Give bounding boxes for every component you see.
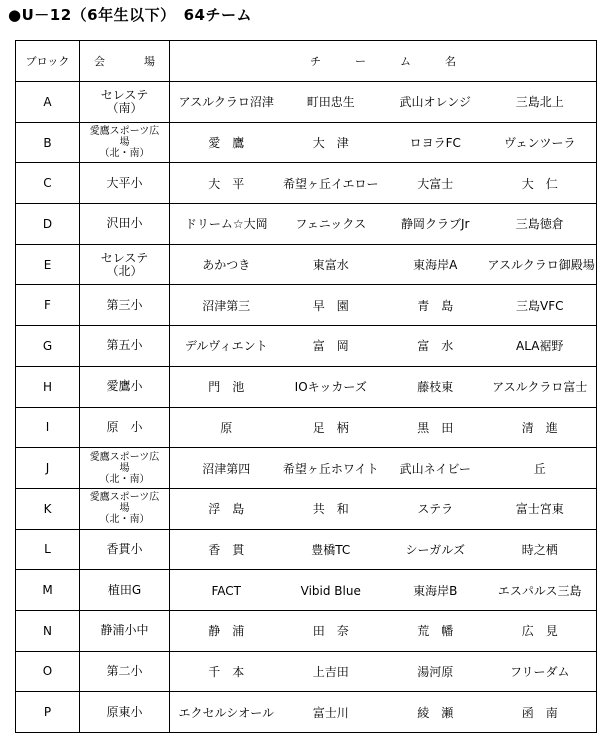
team-name: 共 和 [312, 502, 349, 517]
venue-cell [80, 244, 170, 285]
teams-cell [170, 244, 597, 285]
block-cell: D [16, 204, 80, 245]
venue-label: セレステ （南） [100, 87, 149, 115]
team-name: 荒 幡 [417, 624, 454, 639]
venue-label: 静浦小中 [100, 623, 149, 638]
table-row [16, 651, 597, 692]
team-name: 富 岡 [312, 339, 349, 354]
team-name: 浮 島 [208, 502, 245, 517]
team-name: 大 津 [312, 136, 349, 151]
block-cell: I [16, 407, 80, 448]
team-name: 足 柄 [312, 420, 349, 435]
table-row [16, 163, 597, 204]
team-name: 黒 田 [417, 420, 454, 435]
venue-cell [80, 570, 170, 611]
team-name: ドリーム☆大岡 [184, 217, 268, 232]
team-name: Vibid Blue [300, 583, 361, 598]
team-name: 青 島 [417, 298, 454, 313]
team-name: エスパルス三島 [497, 583, 582, 598]
venue-cell [80, 651, 170, 692]
team-name: フェニックス [295, 217, 367, 232]
team-name: ヴェンツーラ [503, 136, 576, 151]
team-name: 静岡クラブJr [401, 217, 470, 232]
team-name: 三島北上 [515, 95, 564, 110]
page-title: ●U－12（6年生以下） 64チーム [8, 6, 252, 24]
venue-cell [80, 204, 170, 245]
team-name: 門 池 [208, 380, 245, 395]
team-name: 富士宮東 [515, 502, 564, 517]
team-name: シーガルズ [405, 542, 465, 557]
team-name: 東海岸B [413, 583, 458, 598]
header-block: ブロック [16, 41, 80, 82]
team-name: 富士川 [312, 705, 349, 720]
header-teams [170, 41, 597, 82]
teams-cell [170, 82, 597, 123]
team-name: 東富水 [312, 258, 349, 273]
team-name: 原 [220, 420, 233, 435]
team-name: 時之栖 [521, 542, 558, 557]
team-name: 町田忠生 [306, 95, 355, 110]
venue-label: 第二小 [106, 663, 143, 678]
team-name: IOキッカーズ [294, 380, 367, 395]
team-name: 東海岸A [413, 258, 458, 273]
team-name: 上吉田 [312, 664, 349, 679]
team-name: 田 奈 [312, 624, 349, 639]
header-row [16, 41, 597, 82]
team-name: デルヴィエント [184, 339, 268, 354]
team-name: 三島VFC [516, 298, 564, 313]
header-venue-label: 会 場 [94, 55, 169, 68]
venue-cell [80, 488, 170, 529]
team-name: 三島徳倉 [515, 217, 564, 232]
block-cell: A [16, 82, 80, 123]
venue-cell [80, 163, 170, 204]
venue-cell [80, 448, 170, 489]
block-cell: P [16, 692, 80, 733]
team-name: あかつき [202, 258, 251, 273]
teams-cell [170, 122, 597, 163]
header-venue [80, 41, 170, 82]
teams-cell [170, 529, 597, 570]
venue-label: 第五小 [106, 338, 143, 353]
team-name: 早 園 [312, 298, 349, 313]
teams-cell [170, 610, 597, 651]
team-name: アスルクラロ沼津 [178, 95, 274, 110]
venue-label: 原 小 [106, 419, 143, 434]
team-name: FACT [211, 583, 241, 598]
venue-cell [80, 285, 170, 326]
venue-cell [80, 326, 170, 367]
block-cell: H [16, 366, 80, 407]
venue-cell [80, 529, 170, 570]
team-name: アスルクラロ御殿場 [487, 258, 595, 273]
venue-cell [80, 407, 170, 448]
roster-body [16, 82, 597, 733]
team-name: 愛 鷹 [208, 136, 245, 151]
venue-label: セレステ （北） [100, 250, 149, 278]
table-row [16, 285, 597, 326]
teams-cell [170, 407, 597, 448]
team-name: 清 進 [521, 420, 558, 435]
team-name: 大 仁 [521, 176, 558, 191]
team-name: 大 平 [208, 176, 245, 191]
teams-cell [170, 570, 597, 611]
block-cell: N [16, 610, 80, 651]
teams-cell [170, 326, 597, 367]
team-name: 千 本 [208, 664, 245, 679]
block-cell: B [16, 122, 80, 163]
table-row [16, 122, 597, 163]
venue-label: 香貫小 [106, 541, 143, 556]
venue-cell [80, 610, 170, 651]
venue-cell [80, 82, 170, 123]
block-cell: J [16, 448, 80, 489]
team-name: 湯河原 [417, 664, 454, 679]
team-name: 静 浦 [208, 624, 245, 639]
block-cell: O [16, 651, 80, 692]
table-row [16, 570, 597, 611]
team-name: 丘 [533, 461, 546, 476]
teams-cell [170, 163, 597, 204]
team-name: 大富士 [417, 176, 454, 191]
teams-cell [170, 448, 597, 489]
venue-label: 原東小 [106, 704, 143, 719]
team-name: 希望ヶ丘イエロー [282, 176, 379, 191]
venue-label: 愛鷹スポーツ広 場 （北・南） [89, 451, 160, 485]
table-row [16, 488, 597, 529]
venue-label: 沢田小 [106, 216, 143, 231]
block-cell: E [16, 244, 80, 285]
table-row [16, 529, 597, 570]
teams-cell [170, 366, 597, 407]
venue-cell [80, 122, 170, 163]
table-row [16, 610, 597, 651]
block-cell: G [16, 326, 80, 367]
team-name: ALA裾野 [516, 339, 564, 354]
venue-label: 大平小 [106, 175, 143, 190]
venue-label: 愛鷹スポーツ広 場 （北・南） [89, 126, 160, 160]
team-roster-table [15, 40, 597, 733]
table-row [16, 692, 597, 733]
header-teams-label: チーム名 [310, 55, 490, 68]
table-row [16, 204, 597, 245]
team-name: 藤枝東 [417, 380, 454, 395]
venue-label: 第三小 [106, 297, 143, 312]
team-name: フリーダム [509, 664, 570, 679]
teams-cell [170, 204, 597, 245]
block-cell: M [16, 570, 80, 611]
table-row [16, 82, 597, 123]
table-row [16, 448, 597, 489]
team-name: 沼津第三 [202, 298, 251, 313]
venue-label: 愛鷹小 [106, 379, 143, 394]
table-row [16, 407, 597, 448]
team-name: 広 見 [521, 624, 558, 639]
venue-cell [80, 366, 170, 407]
team-name: 希望ヶ丘ホワイト [282, 461, 379, 476]
team-name: アスルクラロ富士 [492, 380, 588, 395]
table-row [16, 244, 597, 285]
venue-label: 植田G [107, 582, 142, 597]
team-name: ロヨラFC [409, 136, 461, 151]
team-name: 武山オレンジ [399, 95, 471, 110]
teams-cell [170, 651, 597, 692]
block-cell: L [16, 529, 80, 570]
team-name: 豊橋TC [311, 542, 351, 557]
team-name: 富 水 [417, 339, 454, 354]
teams-cell [170, 692, 597, 733]
team-name: 沼津第四 [202, 461, 251, 476]
team-name: エクセルシオール [178, 705, 274, 720]
venue-label: 愛鷹スポーツ広 場 （北・南） [89, 492, 160, 526]
team-name: ステラ [417, 502, 454, 517]
venue-cell [80, 692, 170, 733]
team-name: 綾 瀬 [417, 705, 454, 720]
block-cell: C [16, 163, 80, 204]
team-name: 函 南 [521, 705, 558, 720]
block-cell: K [16, 488, 80, 529]
teams-cell [170, 488, 597, 529]
team-name: 武山ネイビー [399, 461, 471, 476]
block-cell: F [16, 285, 80, 326]
team-name: 香 貫 [208, 542, 245, 557]
teams-cell [170, 285, 597, 326]
table-row [16, 326, 597, 367]
table-row [16, 366, 597, 407]
